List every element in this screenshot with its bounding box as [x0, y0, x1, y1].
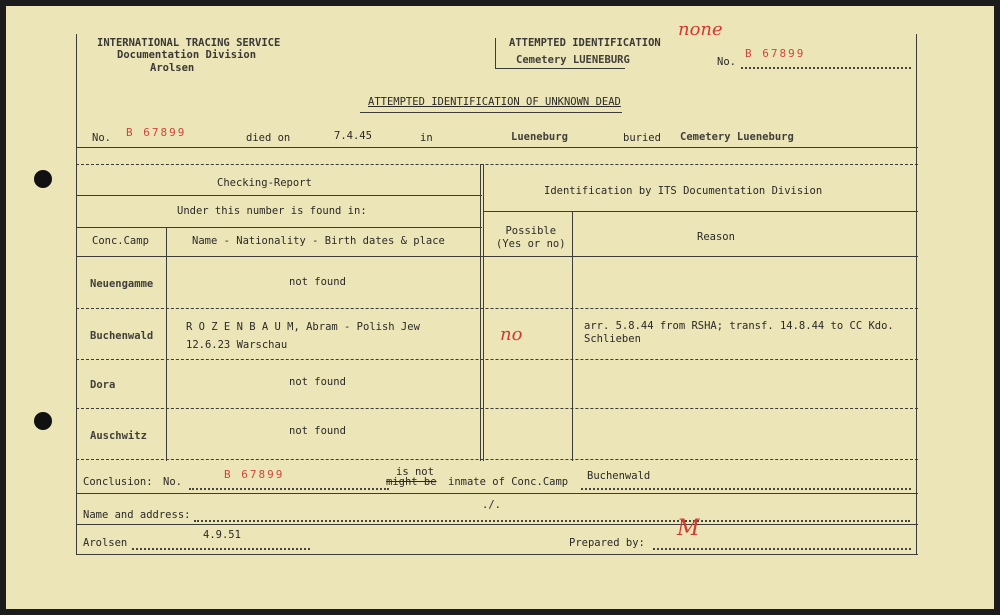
prepared-signature: M: [677, 516, 700, 541]
conclusion-no-dots: [189, 488, 389, 490]
checking-title: Checking-Report: [217, 177, 312, 189]
index-card: [6, 6, 994, 609]
died-label: died on: [246, 132, 291, 144]
col-divider-camp: [166, 227, 167, 461]
ident-title-line: [483, 211, 918, 212]
table-bottom-line: [76, 459, 918, 460]
col-header-camp: Conc.Camp: [92, 235, 149, 247]
conclusion-label: Conclusion:: [83, 476, 153, 488]
org-division: Documentation Division: [117, 49, 257, 61]
conclusion-no-label: No.: [163, 476, 182, 488]
box-bottom-line: [495, 68, 625, 69]
title-underline: [360, 112, 622, 113]
table-top-line: [76, 164, 918, 165]
record-no-value: B 67899: [126, 126, 187, 139]
prepared-label: Prepared by:: [569, 537, 645, 549]
form-title: ATTEMPTED IDENTIFICATION OF UNKNOWN DEAD: [368, 96, 621, 108]
org-name: INTERNATIONAL TRACING SERVICE: [97, 37, 281, 49]
col-header-possible: Possible (Yes or no): [496, 225, 566, 250]
row-name: not found: [289, 376, 346, 388]
header-row-line: [76, 256, 918, 257]
conclusion-line: [76, 493, 918, 494]
conclusion-is-not: is not: [396, 466, 434, 478]
row-reason: arr. 5.8.44 from RSHA; transf. 14.8.44 to CC Kdo. Schlieben: [584, 320, 894, 345]
checking-subtitle-line: [76, 227, 482, 228]
frame-bottom: [76, 554, 918, 555]
row-name: not found: [289, 425, 346, 437]
punch-hole: [34, 170, 52, 188]
frame-left: [76, 34, 77, 555]
date-value: 4.9.51: [203, 529, 241, 541]
punch-hole: [34, 412, 52, 430]
box-no-value: B 67899: [745, 47, 806, 60]
row-possible-handwriting: no: [500, 324, 523, 345]
date-dots: [132, 548, 310, 550]
box-title: ATTEMPTED IDENTIFICATION: [509, 37, 661, 49]
prepared-dots: [653, 548, 911, 550]
died-value: 7.4.45: [334, 130, 372, 142]
box-cemetery-stamp: Cemetery LUENEBURG: [516, 54, 630, 66]
row-birth: 12.6.23 Warschau: [186, 339, 288, 351]
col-divider-main-2: [483, 164, 484, 461]
col-divider-possible: [572, 211, 573, 461]
row-line-1: [76, 308, 918, 309]
conclusion-inmate-text: inmate of Conc.Camp: [448, 476, 569, 488]
conclusion-no-value: B 67899: [224, 468, 285, 481]
row-camp-stamp: Buchenwald: [90, 330, 154, 342]
in-label: in: [420, 132, 433, 144]
row-name: not found: [289, 276, 346, 288]
col-divider-main: [480, 164, 481, 461]
conclusion-camp-dots: [581, 488, 911, 490]
box-handwriting: none: [678, 19, 723, 40]
box-no-dots: [741, 67, 911, 69]
checking-subtitle: Under this number is found in:: [177, 205, 367, 217]
row-camp-stamp: Dora: [90, 379, 116, 391]
box-no-label: No.: [717, 56, 736, 68]
checking-title-line: [76, 195, 482, 196]
row-line-3: [76, 408, 918, 409]
address-line: [76, 524, 918, 525]
row-name: R O Z E N B A U M, Abram - Polish Jew: [186, 321, 420, 333]
row-line-2: [76, 359, 918, 360]
frame-right: [916, 34, 917, 555]
buried-label: buried: [623, 132, 661, 144]
col-header-reason: Reason: [697, 231, 735, 243]
record-line: [76, 147, 918, 148]
col-header-name: Name - Nationality - Birth dates & place: [192, 235, 445, 247]
row-camp-stamp: Auschwitz: [90, 430, 147, 442]
ident-title: Identification by ITS Documentation Division: [544, 185, 823, 197]
place-stamp: Lueneburg: [511, 131, 568, 143]
conclusion-struck: might be: [386, 476, 437, 488]
name-address-value: ./.: [482, 499, 501, 511]
conclusion-camp-value: Buchenwald: [587, 470, 651, 482]
name-address-label: Name and address:: [83, 509, 191, 521]
box-left-line: [495, 38, 496, 68]
arolsen-label: Arolsen: [83, 537, 128, 549]
row-camp-stamp: Neuengamme: [90, 278, 154, 290]
name-address-dots: [194, 520, 910, 522]
buried-stamp: Cemetery Lueneburg: [680, 131, 794, 143]
org-city: Arolsen: [150, 62, 195, 74]
record-no-label: No.: [92, 132, 111, 144]
